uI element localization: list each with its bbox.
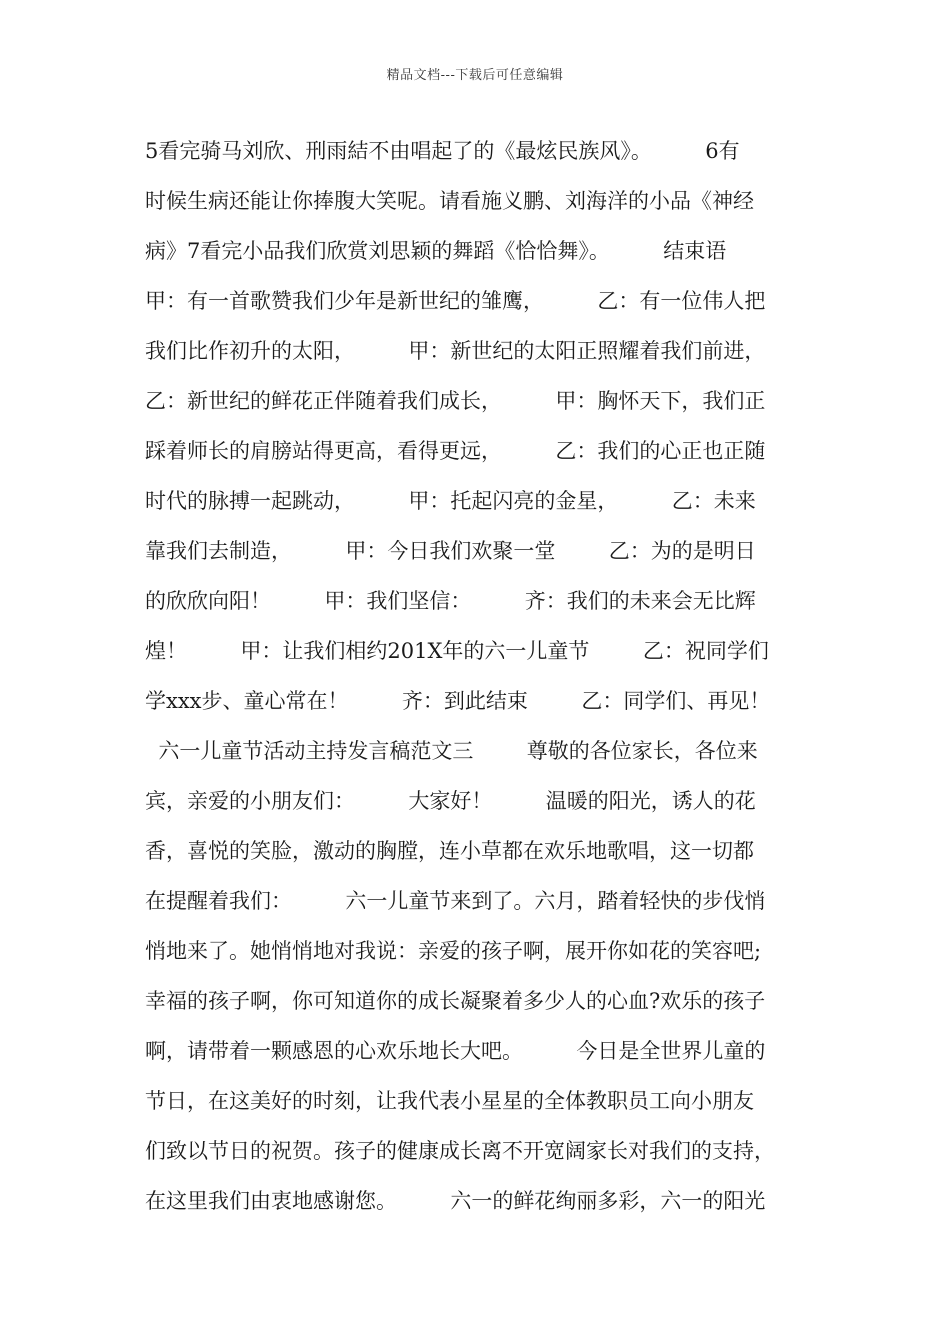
text-line: 们致以节日的祝贺。孩子的健康成长离不开宽阔家长对我们的支持， <box>145 1139 775 1163</box>
text-line: 的欣欣向阳！ 甲：我们坚信： 齐：我们的未来会无比辉 <box>145 589 756 613</box>
text-line: 乙：新世纪的鲜花正伴随着我们成长， 甲：胸怀天下，我们正 <box>145 389 766 413</box>
text-line: 在提醒着我们： 六一儿童节来到了。六月，踏着轻快的步伐悄 <box>145 889 766 913</box>
text-line: 香，喜悦的笑脸，激动的胸膛，连小草都在欢乐地歌唱，这一切都 <box>145 839 754 863</box>
text-line: 时代的脉搏一起跳动， 甲：托起闪亮的金星， 乙：未来 <box>145 489 756 513</box>
text-line: 啊，请带着一颗感恩的心欢乐地长大吧。 今日是全世界儿童的 <box>145 1039 766 1063</box>
text-line: 悄地来了。她悄悄地对我说：亲爱的孩子啊，展开你如花的笑容吧; <box>145 939 762 963</box>
text-line: 5看完骑马刘欣、刑雨結不由唱起了的《最炫民族风》。 6有 <box>145 139 740 163</box>
text-line: 学xxx步、童心常在！ 齐：到此结束 乙：同学们、再见！ <box>145 689 771 713</box>
text-line: 宾，亲爱的小朋友们： 大家好！ 温暖的阳光，诱人的花 <box>145 789 756 813</box>
text-line: 踩着师长的肩膀站得更高，看得更远， 乙：我们的心正也正随 <box>145 439 766 463</box>
text-line: 时候生病还能让你捧腹大笑呢。请看施义鹏、刘海洋的小品《神经 <box>145 189 754 213</box>
text-line: 甲：有一首歌赞我们少年是新世纪的雏鹰， 乙：有一位伟人把 <box>145 289 766 313</box>
text-line: 我们比作初升的太阳， 甲：新世纪的太阳正照耀着我们前进， <box>145 339 766 363</box>
page-header: 精品文档---下载后可任意编辑 <box>386 68 564 83</box>
text-line: 靠我们去制造， 甲：今日我们欢聚一堂 乙：为的是明日 <box>145 539 756 563</box>
text-line: 病》7看完小品我们欣赏刘思颖的舞蹈《恰恰舞》。 结束语 <box>145 239 727 263</box>
text-line: 节日，在这美好的时刻，让我代表小星星的全体教职员工向小朋友 <box>145 1089 754 1113</box>
document-body <box>145 126 825 1226</box>
text-line: 煌！ 甲：让我们相约201X年的六一儿童节 乙：祝同学们 <box>145 639 769 663</box>
text-line: 幸福的孩子啊，你可知道你的成长凝聚着多少人的心血?欢乐的孩子 <box>145 989 766 1013</box>
text-line: 在这里我们由衷地感谢您。 六一的鲜花绚丽多彩，六一的阳光 <box>145 1189 766 1213</box>
text-line: 六一儿童节活动主持发言稿范文三 尊敬的各位家长，各位来 <box>145 739 758 763</box>
